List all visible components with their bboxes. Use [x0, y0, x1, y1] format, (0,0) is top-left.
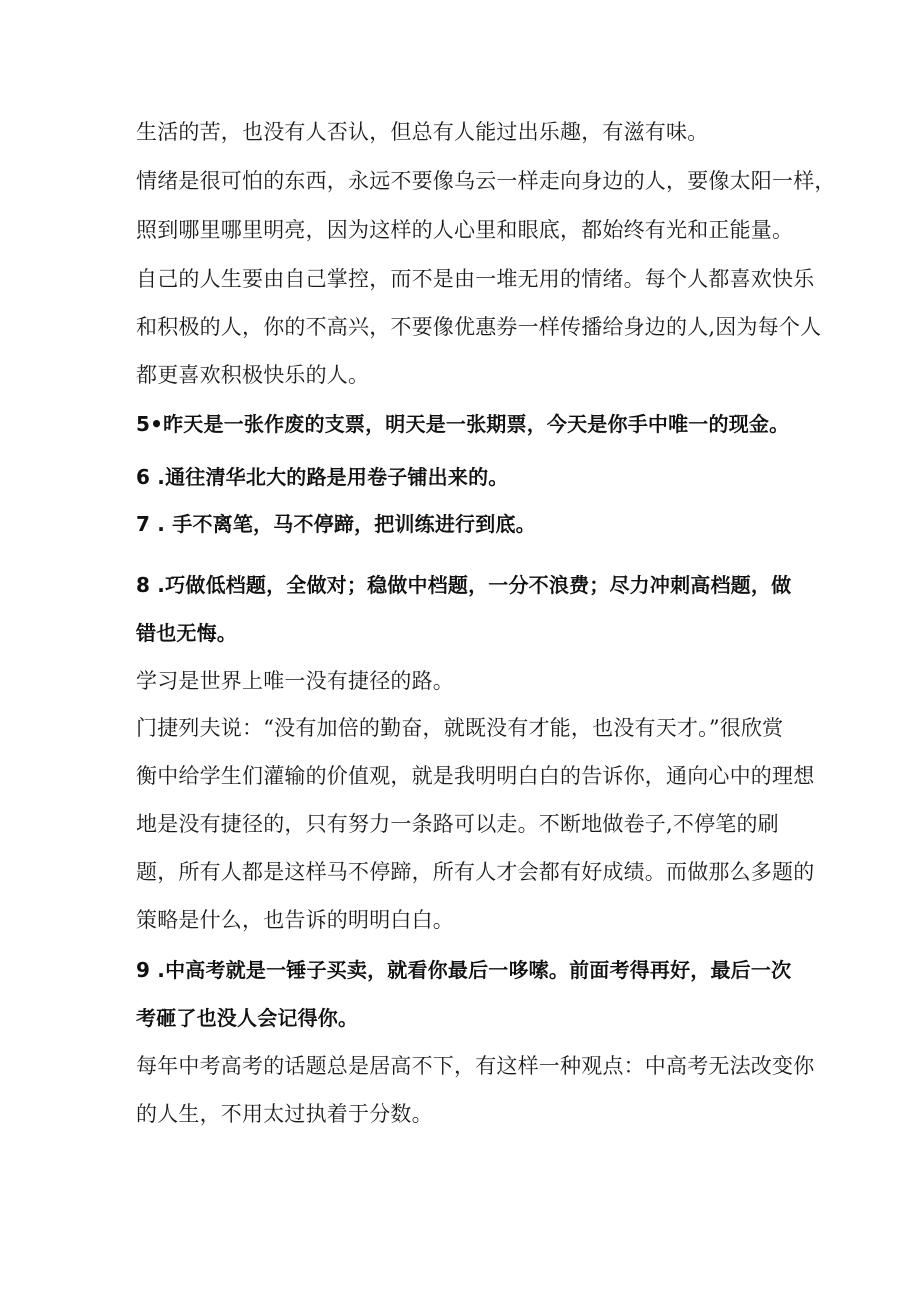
text-line-2: 情绪是很可怕的东西，永远不要像乌云一样走向身边的人，要像太阳一样，: [136, 169, 836, 193]
text-line-8: 门捷列夫说：“没有加倍的勤奋，就既没有才能，也没有天才。”很欣赏: [136, 716, 784, 740]
quote-5: 5•昨天是一张作废的支票，明天是一张期票，今天是你手中唯一的现金。: [136, 412, 790, 436]
quote-9-line-2: 考砸了也没人会记得你。: [136, 1006, 359, 1030]
text-line-13: 每年中考高考的话题总是居高不下，有这样一种观点：中高考无法改变你: [136, 1054, 815, 1078]
text-line-3: 照到哪里哪里明亮，因为这样的人心里和眼底，都始终有光和正能量。: [136, 218, 794, 242]
text-line-4: 自己的人生要由自己掌控，而不是由一堆无用的情绪。每个人都喜欢快乐: [136, 267, 815, 291]
text-line-12: 策略是什么，也告诉的明明白白。: [136, 908, 454, 932]
text-line-11: 题，所有人都是这样马不停蹄，所有人才会都有好成绩。而做那么多题的: [136, 860, 815, 884]
quote-8-line-2: 错也无悔。: [136, 621, 237, 645]
quote-6: 6 .通往清华北大的路是用卷子铺出来的。: [136, 465, 509, 489]
text-line-7: 学习是世界上唯一没有捷径的路。: [136, 669, 454, 693]
text-line-5: 和积极的人，你的不高兴，不要像优惠券一样传播给身边的人,因为每个人: [136, 315, 822, 339]
text-line-10: 地是没有捷径的，只有努力一条路可以走。不断地做卷子,不停笔的刷: [136, 812, 779, 836]
text-line-9: 衡中给学生们灌输的价值观，就是我明明白白的告诉你，通向心中的理想: [136, 764, 815, 788]
quote-9-line-1: 9 .中高考就是一锤子买卖，就看你最后一哆嗦。前面考得再好，最后一次: [136, 958, 792, 982]
quote-7: 7 . 手不离笔，马不停蹄，把训练进行到底。: [136, 512, 536, 536]
text-line-6: 都更喜欢积极快乐的人。: [136, 363, 370, 387]
text-line-14: 的人生，不用太过执着于分数。: [136, 1102, 433, 1126]
quote-8-line-1: 8 .巧做低档题，全做对；稳做中档题，一分不浪费；尽力冲刺高档题，做: [136, 573, 792, 597]
text-line-1: 生活的苦，也没有人否认，但总有人能过出乐趣，有滋有味。: [136, 120, 709, 144]
